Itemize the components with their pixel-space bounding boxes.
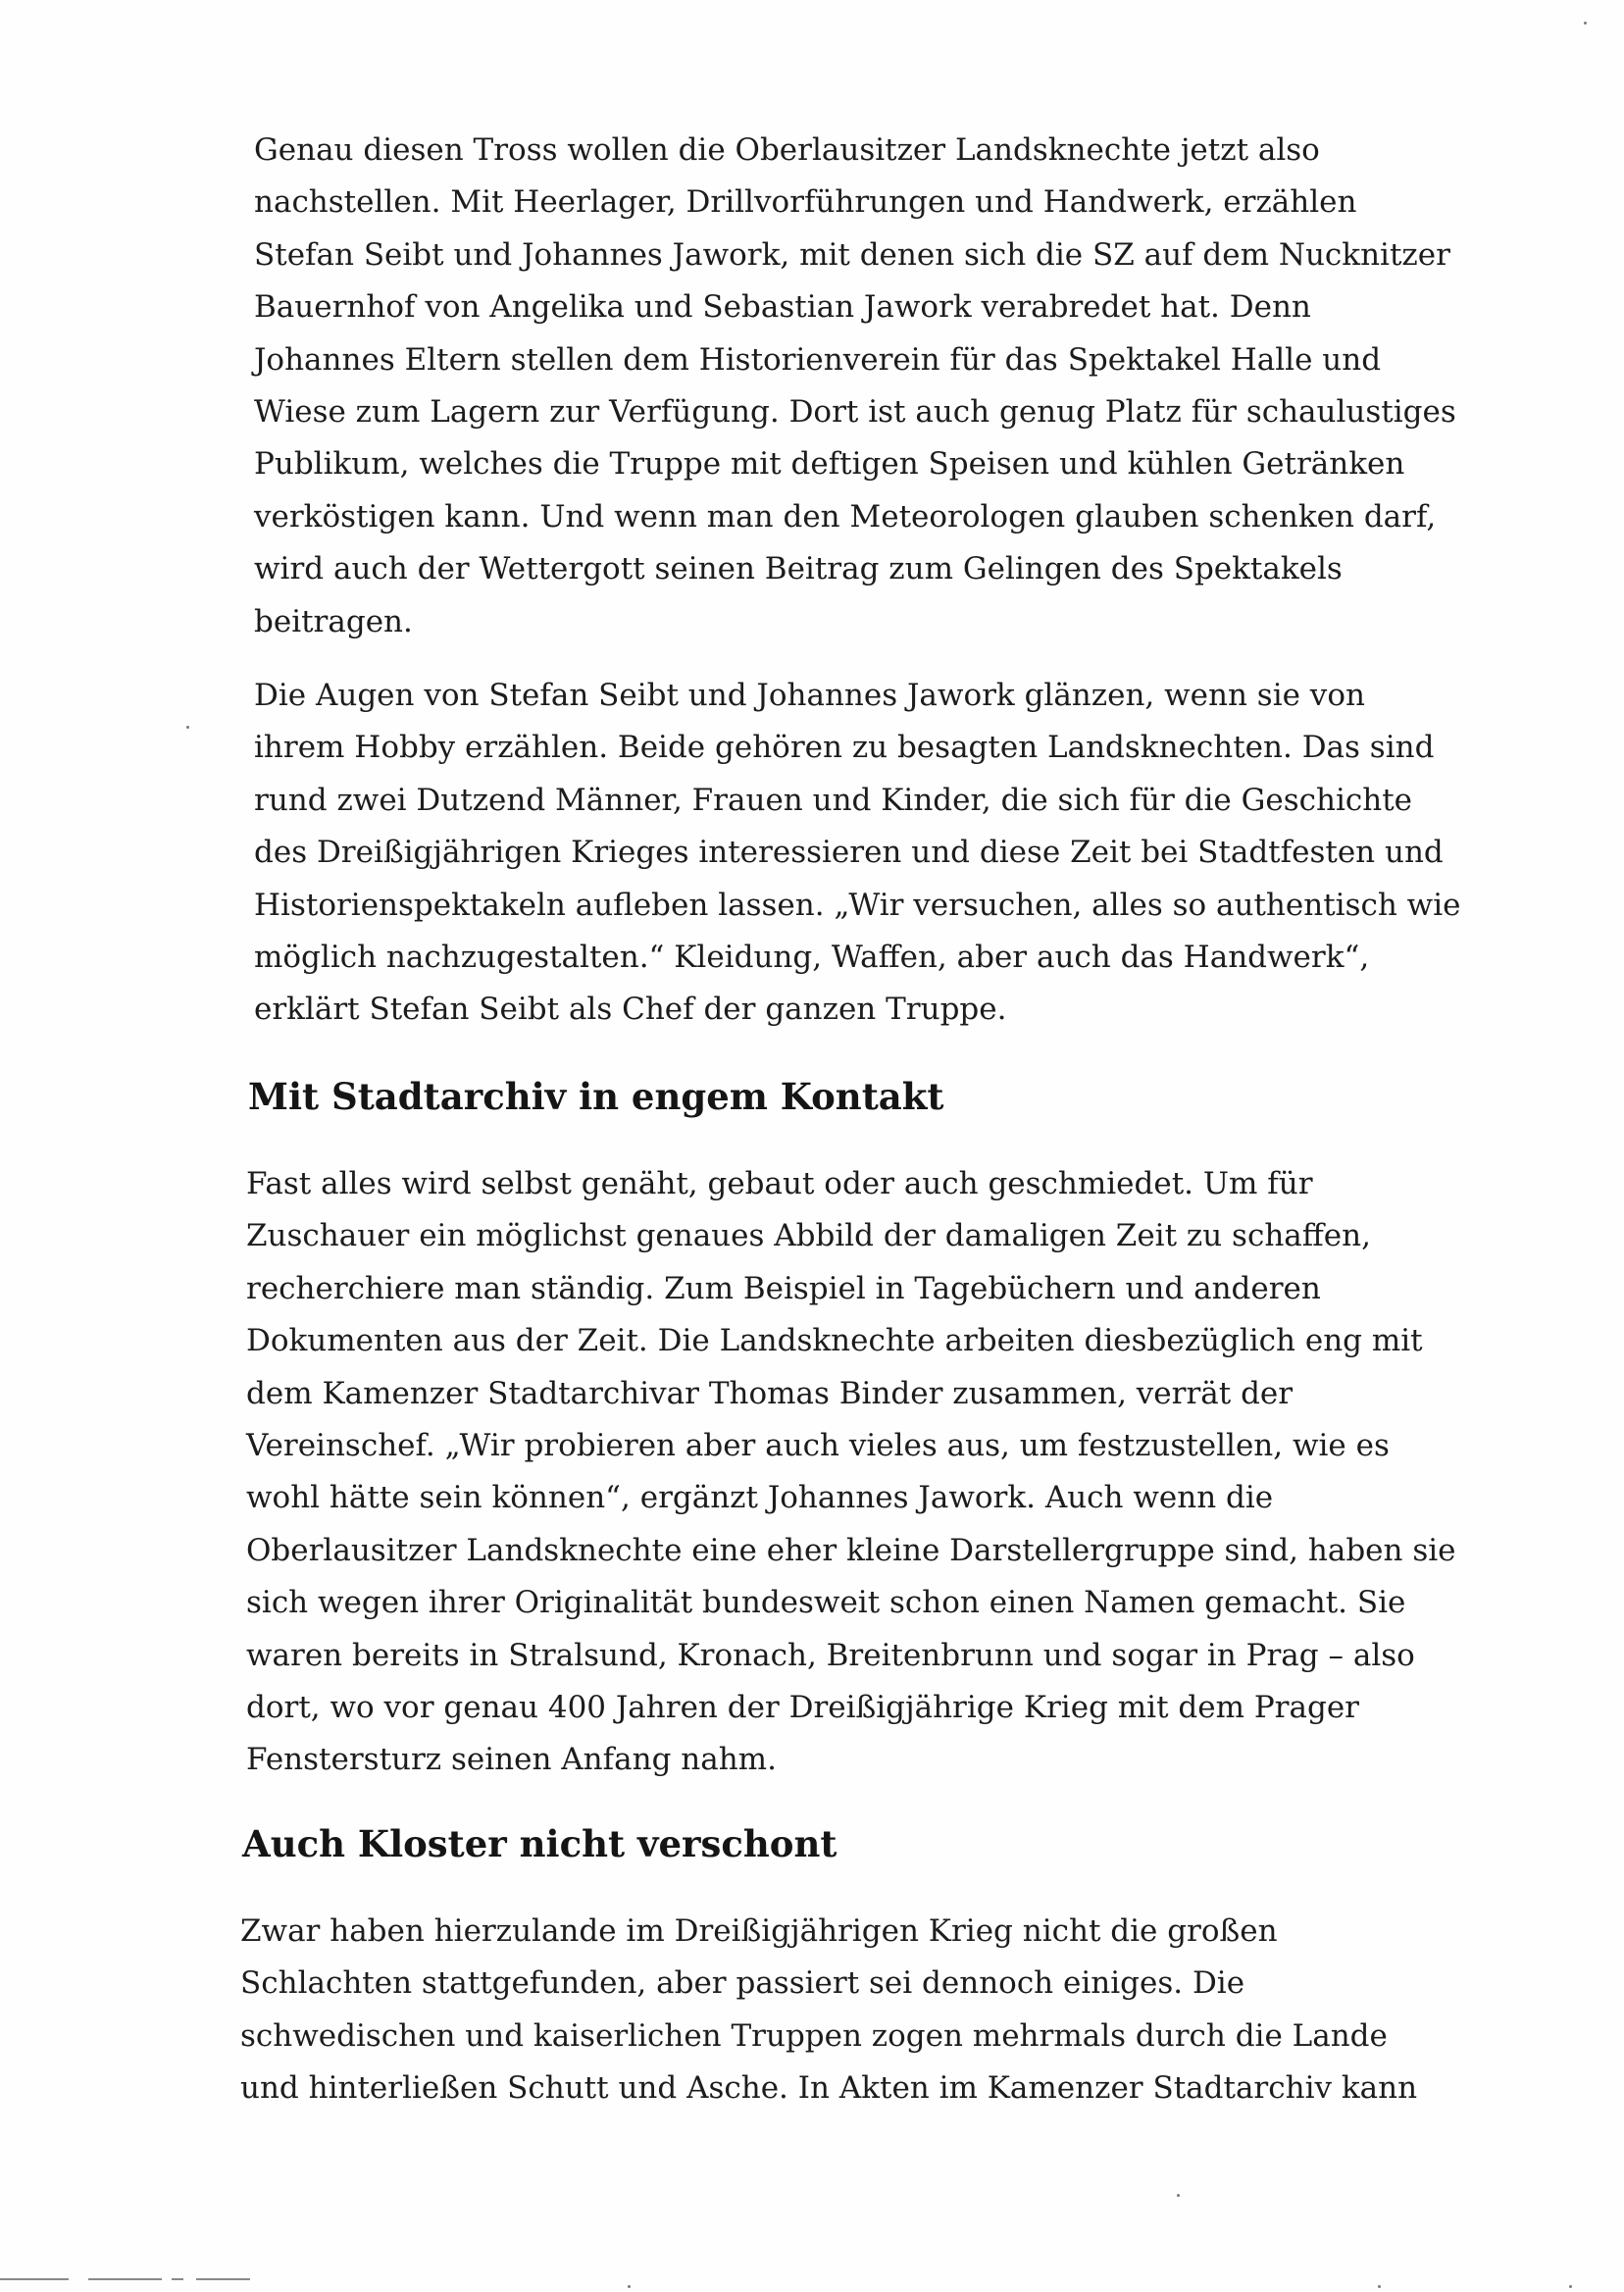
scan-artifact-line xyxy=(88,2278,162,2280)
text-line: wohl hätte sein können“, ergänzt Johannes Jawork. Auch wenn die xyxy=(246,1480,1274,1516)
text-line: Vereinschef. „Wir probieren aber auch vieles aus, um festzustellen, wie es xyxy=(246,1427,1390,1463)
paragraph-2 xyxy=(254,670,1460,1037)
text-line: Zuschauer ein möglichst genaues Abbild der damaligen Zeit zu schaffen, xyxy=(246,1218,1371,1254)
scan-artifact-dot xyxy=(1177,2194,1180,2197)
scan-artifact-line xyxy=(0,2278,69,2280)
text-line: Fenstersturz seinen Anfang nahm. xyxy=(246,1742,777,1778)
scan-artifact-dot xyxy=(1378,2285,1381,2288)
text-line: Fast alles wird selbst genäht, gebaut oder auch geschmiedet. Um für xyxy=(246,1166,1313,1201)
text-line: Publikum, welches die Truppe mit deftigen Speisen und kühlen Getränken xyxy=(254,446,1405,483)
text-line: recherchiere man ständig. Zum Beispiel in Tagebüchern und anderen xyxy=(246,1270,1321,1306)
text-line: schwedischen und kaiserlichen Truppen zogen mehrmals durch die Lande xyxy=(240,2017,1388,2054)
scan-artifact-dot xyxy=(1569,2285,1572,2288)
text-line: dort, wo vor genau 400 Jahren der Dreißigjährige Krieg mit dem Prager xyxy=(246,1689,1359,1725)
text-line: Stefan Seibt und Johannes Jawork, mit denen sich die SZ auf dem Nucknitzer xyxy=(254,236,1450,273)
text-line: Schlachten stattgefunden, aber passiert sei dennoch einiges. Die xyxy=(240,1965,1245,2002)
paragraph-3 xyxy=(246,1158,1456,1787)
section-heading-kloster: Auch Kloster nicht verschont xyxy=(242,1822,837,1865)
text-line: dem Kamenzer Stadtarchivar Thomas Binder zusammen, verrät der xyxy=(246,1375,1294,1411)
text-line: waren bereits in Stralsund, Kronach, Breitenbrunn und sogar in Prag – also xyxy=(246,1637,1415,1673)
text-line: Oberlausitzer Landsknechte eine eher kleine Darstellergruppe sind, haben sie xyxy=(246,1532,1456,1568)
paragraph-4 xyxy=(240,1906,1417,2115)
scan-artifact-dot xyxy=(1584,22,1587,25)
text-line: Johannes Eltern stellen dem Historienverein für das Spektakel Halle und xyxy=(254,341,1382,378)
scan-artifact-line xyxy=(172,2278,183,2280)
text-line: Die Augen von Stefan Seibt und Johannes Jawork glänzen, wenn sie von xyxy=(254,678,1365,713)
text-line: Wiese zum Lagern zur Verfügung. Dort ist auch genug Platz für schaulustiges xyxy=(254,393,1456,430)
text-line: Bauernhof von Angelika und Sebastian Jawork verabredet hat. Denn xyxy=(254,289,1311,326)
scan-artifact-line xyxy=(196,2278,250,2280)
text-line: Genau diesen Tross wollen die Oberlausitzer Landsknechte jetzt also xyxy=(254,132,1320,168)
text-line: verköstigen kann. Und wenn man den Meteorologen glauben schenken darf, xyxy=(254,498,1437,535)
scan-artifact-dot xyxy=(628,2285,631,2288)
text-line: Zwar haben hierzulande im Dreißigjährigen Krieg nicht die großen xyxy=(240,1913,1278,1949)
text-line: Dokumenten aus der Zeit. Die Landsknechte arbeiten diesbezüglich eng mit xyxy=(246,1323,1423,1359)
text-line: sich wegen ihrer Originalität bundesweit schon einen Namen gemacht. Sie xyxy=(246,1585,1406,1621)
text-line: erklärt Stefan Seibt als Chef der ganzen Truppe. xyxy=(254,992,1007,1028)
scan-artifact-dot xyxy=(186,726,189,729)
paragraph-1 xyxy=(254,125,1456,648)
text-line: des Dreißigjährigen Krieges interessieren und diese Zeit bei Stadtfesten und xyxy=(254,835,1444,871)
text-line: und hinterließen Schutt und Asche. In Akten im Kamenzer Stadtarchiv kann xyxy=(240,2070,1418,2107)
text-line: wird auch der Wettergott seinen Beitrag zum Gelingen des Spektakels xyxy=(254,551,1343,587)
text-line: beitragen. xyxy=(254,603,413,639)
text-line: ihrem Hobby erzählen. Beide gehören zu besagten Landsknechten. Das sind xyxy=(254,730,1435,766)
text-line: nachstellen. Mit Heerlager, Drillvorführungen und Handwerk, erzählen xyxy=(254,184,1357,221)
text-line: möglich nachzugestalten.“ Kleidung, Waffen, aber auch das Handwerk“, xyxy=(254,939,1370,975)
text-line: rund zwei Dutzend Männer, Frauen und Kinder, die sich für die Geschichte xyxy=(254,782,1413,818)
text-line: Historienspektakeln aufleben lassen. „Wir versuchen, alles so authentisch wie xyxy=(254,887,1461,923)
section-heading-stadtarchiv: Mit Stadtarchiv in engem Kontakt xyxy=(248,1075,944,1118)
